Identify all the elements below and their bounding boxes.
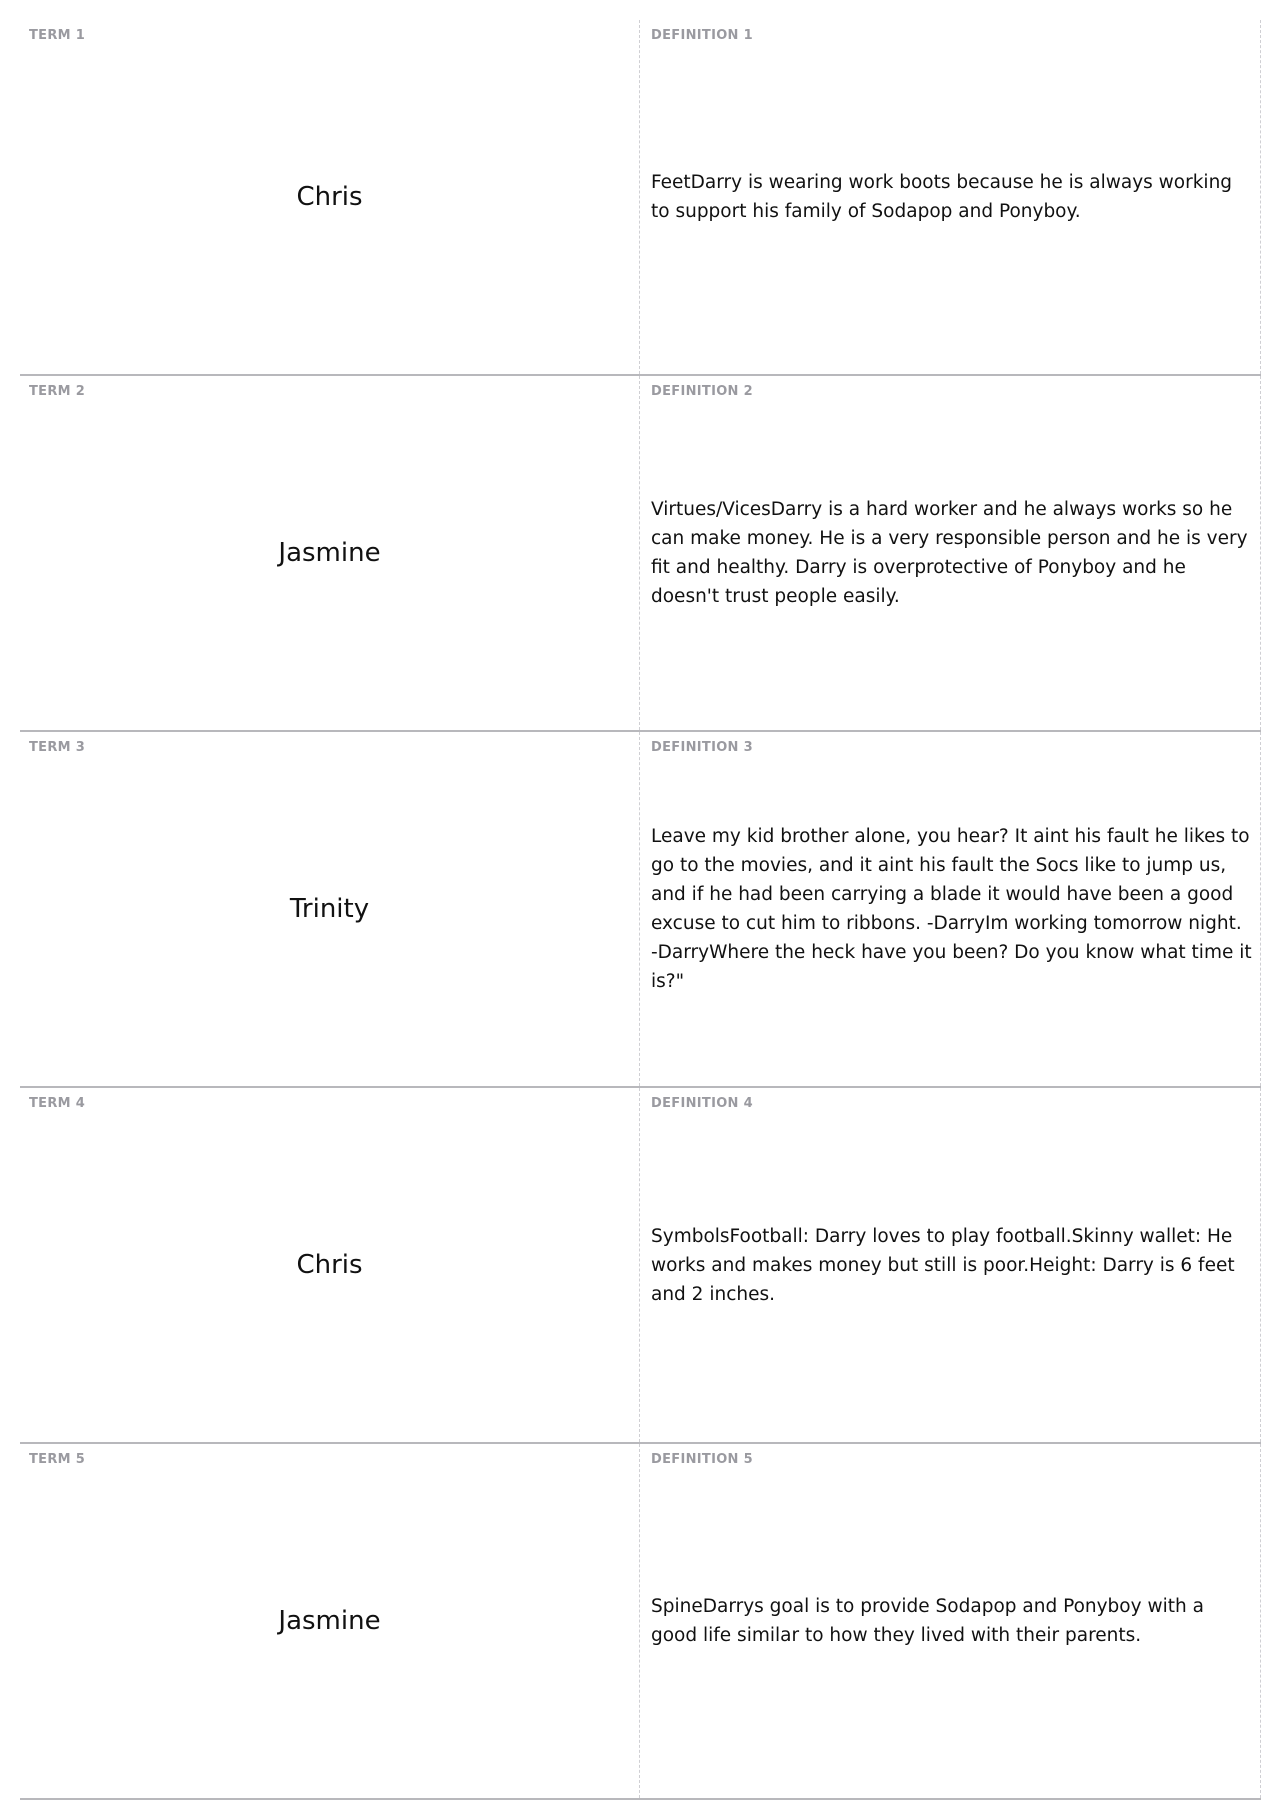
definition-cell: [640, 1444, 1261, 1798]
definition-label: DEFINITION 3: [651, 740, 753, 755]
definition-cell: [640, 20, 1261, 374]
term-cell: [20, 1088, 640, 1442]
term-label: TERM 3: [29, 740, 86, 755]
definition-label: DEFINITION 2: [651, 384, 753, 399]
term-cell: [20, 732, 640, 1086]
term-text: Chris: [296, 182, 363, 212]
definition-text: SymbolsFootball: Darry loves to play football.Skinny wallet: He works and makes money but still is poor.Height: Darry is 6 feet and 2 inches.: [651, 1225, 1235, 1305]
term-text: Jasmine: [278, 1606, 381, 1636]
term-label: TERM 2: [29, 384, 86, 399]
term-cell: [20, 1444, 640, 1798]
definition-text: Virtues/VicesDarry is a hard worker and he always works so he can make money. He is a very responsible person and he is very fit and healthy. Darry is overprotective of Ponyboy and he doesn't trust people easily.: [651, 499, 1248, 607]
term-cell: [20, 376, 640, 730]
term-label: TERM 1: [29, 28, 86, 43]
card-row: [20, 20, 1261, 376]
definition-text: SpineDarrys goal is to provide Sodapop and Ponyboy with a good life similar to how they lived with their parents.: [651, 1596, 1204, 1646]
definition-label: DEFINITION 1: [651, 28, 753, 43]
definition-cell: [640, 732, 1261, 1086]
card-row: [20, 1088, 1261, 1444]
flashcard-sheet: [20, 20, 1261, 1800]
definition-text: Leave my kid brother alone, you hear? It aint his fault he likes to go to the movies, and it aint his fault the Socs like to jump us, and if he had been carrying a blade it would have been a good excuse to cut him to ribbons. -DarryIm working tomorrow night. -DarryWhere the heck have you been? Do you know what time it is?": [651, 826, 1252, 992]
term-text: Jasmine: [278, 538, 381, 568]
term-label: TERM 4: [29, 1096, 86, 1111]
term-text: Trinity: [289, 894, 370, 924]
card-row: [20, 732, 1261, 1088]
card-row: [20, 376, 1261, 732]
term-label: TERM 5: [29, 1452, 86, 1467]
term-text: Chris: [296, 1250, 363, 1280]
term-cell: [20, 20, 640, 374]
definition-label: DEFINITION 4: [651, 1096, 753, 1111]
definition-text: FeetDarry is wearing work boots because he is always working to support his family of Sodapop and Ponyboy.: [651, 172, 1233, 222]
definition-cell: [640, 376, 1261, 730]
card-row: [20, 1444, 1261, 1800]
definition-label: DEFINITION 5: [651, 1452, 753, 1467]
definition-cell: [640, 1088, 1261, 1442]
